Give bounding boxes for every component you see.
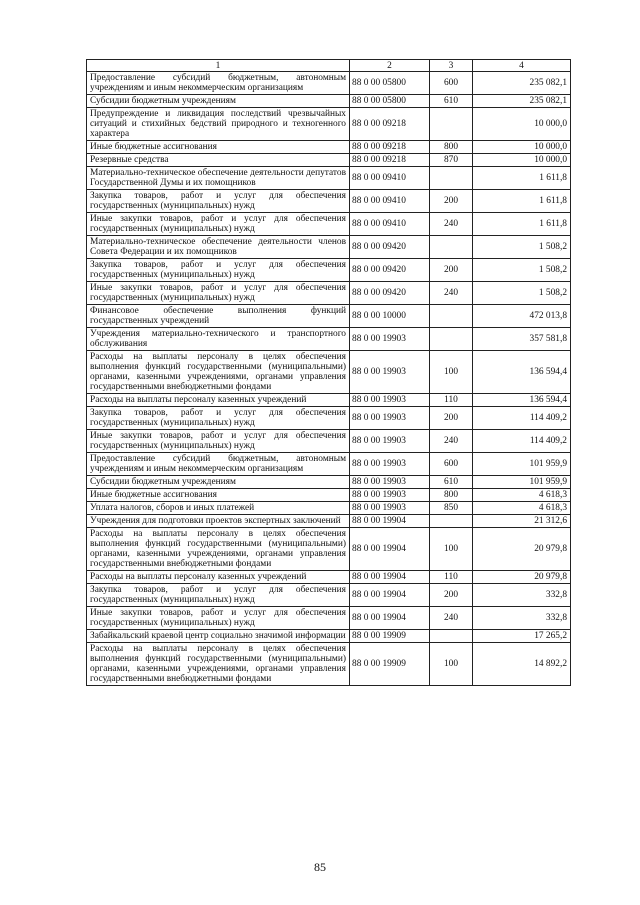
cell-code: 88 0 00 19903 <box>350 489 430 502</box>
cell-type: 110 <box>430 571 473 584</box>
table-row <box>87 407 571 430</box>
cell-code: 88 0 00 19904 <box>350 515 430 528</box>
cell-code: 88 0 00 19909 <box>350 630 430 643</box>
table-row <box>87 476 571 489</box>
table-row <box>87 282 571 305</box>
cell-code: 88 0 00 19903 <box>350 394 430 407</box>
cell-code: 88 0 00 09420 <box>350 259 430 282</box>
page-number: 85 <box>314 860 326 874</box>
cell-name: Иные закупки товаров, работ и услуг для обеспечения государственных (муниципальных) нужд <box>87 607 350 630</box>
cell-sum: 1 508,2 <box>473 259 571 282</box>
cell-type <box>430 328 473 351</box>
cell-type: 200 <box>430 259 473 282</box>
table-row <box>87 236 571 259</box>
cell-code: 88 0 00 19904 <box>350 584 430 607</box>
table-row <box>87 328 571 351</box>
cell-code: 88 0 00 19903 <box>350 407 430 430</box>
cell-name: Материально-техническое обеспечение деятельности членов Совета Федерации и их помощников <box>87 236 350 259</box>
table-row <box>87 259 571 282</box>
cell-sum: 136 594,4 <box>473 394 571 407</box>
cell-sum: 17 265,2 <box>473 630 571 643</box>
cell-code: 88 0 00 09218 <box>350 108 430 141</box>
cell-sum: 1 611,8 <box>473 190 571 213</box>
cell-sum: 1 508,2 <box>473 236 571 259</box>
cell-name: Расходы на выплаты персоналу казенных учреждений <box>87 394 350 407</box>
cell-type: 240 <box>430 607 473 630</box>
table-row <box>87 571 571 584</box>
table-row <box>87 584 571 607</box>
cell-code: 88 0 00 09410 <box>350 213 430 236</box>
cell-name: Иные закупки товаров, работ и услуг для обеспечения государственных (муниципальных) нужд <box>87 430 350 453</box>
cell-code: 88 0 00 19903 <box>350 502 430 515</box>
cell-code: 88 0 00 10000 <box>350 305 430 328</box>
header-col-2: 2 <box>350 60 430 72</box>
cell-sum: 1 611,8 <box>473 167 571 190</box>
cell-name: Предупреждение и ликвидация последствий чрезвычайных ситуаций и стихийных бедствий природного и техногенного характера <box>87 108 350 141</box>
cell-sum: 1 508,2 <box>473 282 571 305</box>
cell-type: 800 <box>430 489 473 502</box>
cell-code: 88 0 00 19904 <box>350 528 430 571</box>
table-row <box>87 643 571 686</box>
cell-name: Расходы на выплаты персоналу в целях обеспечения выполнения функций государственными (муниципальными) органами, казенными учреждениями, органами управления государственными внебюджетными фондами <box>87 643 350 686</box>
cell-code: 88 0 00 19903 <box>350 328 430 351</box>
table-row <box>87 528 571 571</box>
table-row <box>87 213 571 236</box>
cell-type: 870 <box>430 154 473 167</box>
cell-sum: 235 082,1 <box>473 95 571 108</box>
table-row <box>87 95 571 108</box>
cell-sum: 332,8 <box>473 584 571 607</box>
table-row <box>87 72 571 95</box>
cell-name: Иные бюджетные ассигнования <box>87 489 350 502</box>
cell-name: Субсидии бюджетным учреждениям <box>87 476 350 489</box>
cell-sum: 20 979,8 <box>473 571 571 584</box>
header-col-1: 1 <box>87 60 350 72</box>
table-row <box>87 453 571 476</box>
table-row <box>87 305 571 328</box>
cell-sum: 357 581,8 <box>473 328 571 351</box>
cell-type: 800 <box>430 141 473 154</box>
cell-code: 88 0 00 09410 <box>350 190 430 213</box>
cell-name: Уплата налогов, сборов и иных платежей <box>87 502 350 515</box>
cell-type <box>430 236 473 259</box>
cell-code: 88 0 00 09420 <box>350 236 430 259</box>
cell-name: Расходы на выплаты персоналу казенных учреждений <box>87 571 350 584</box>
cell-sum: 4 618,3 <box>473 489 571 502</box>
cell-name: Закупка товаров, работ и услуг для обеспечения государственных (муниципальных) нужд <box>87 190 350 213</box>
cell-sum: 1 611,8 <box>473 213 571 236</box>
cell-code: 88 0 00 19903 <box>350 430 430 453</box>
cell-type: 200 <box>430 190 473 213</box>
cell-type: 240 <box>430 213 473 236</box>
cell-type <box>430 305 473 328</box>
table-row <box>87 351 571 394</box>
cell-name: Субсидии бюджетным учреждениям <box>87 95 350 108</box>
cell-name: Резервные средства <box>87 154 350 167</box>
header-col-4: 4 <box>473 60 571 72</box>
cell-type: 200 <box>430 407 473 430</box>
cell-sum: 101 959,9 <box>473 476 571 489</box>
cell-sum: 10 000,0 <box>473 108 571 141</box>
cell-sum: 10 000,0 <box>473 154 571 167</box>
table-row <box>87 607 571 630</box>
cell-sum: 472 013,8 <box>473 305 571 328</box>
cell-type: 110 <box>430 394 473 407</box>
table-row <box>87 515 571 528</box>
cell-type: 240 <box>430 282 473 305</box>
cell-type: 100 <box>430 528 473 571</box>
header-row <box>87 60 571 72</box>
cell-name: Закупка товаров, работ и услуг для обеспечения государственных (муниципальных) нужд <box>87 259 350 282</box>
cell-type <box>430 108 473 141</box>
cell-sum: 14 892,2 <box>473 643 571 686</box>
cell-sum: 235 082,1 <box>473 72 571 95</box>
table-row <box>87 489 571 502</box>
cell-sum: 101 959,9 <box>473 453 571 476</box>
cell-sum: 10 000,0 <box>473 141 571 154</box>
cell-name: Расходы на выплаты персоналу в целях обеспечения выполнения функций государственными (муниципальными) органами, казенными учреждениями, органами управления государственными внебюджетными фондами <box>87 528 350 571</box>
cell-name: Финансовое обеспечение выполнения функций государственных учреждений <box>87 305 350 328</box>
cell-name: Предоставление субсидий бюджетным, автономным учреждениям и иным некоммерческим организациям <box>87 453 350 476</box>
cell-code: 88 0 00 09218 <box>350 141 430 154</box>
cell-type: 610 <box>430 95 473 108</box>
cell-sum: 21 312,6 <box>473 515 571 528</box>
table-row <box>87 141 571 154</box>
cell-name: Иные бюджетные ассигнования <box>87 141 350 154</box>
cell-type: 850 <box>430 502 473 515</box>
cell-code: 88 0 00 09218 <box>350 154 430 167</box>
cell-code: 88 0 00 05800 <box>350 72 430 95</box>
cell-code: 88 0 00 05800 <box>350 95 430 108</box>
cell-name: Забайкальский краевой центр социально значимой информации <box>87 630 350 643</box>
cell-code: 88 0 00 19903 <box>350 453 430 476</box>
cell-type: 610 <box>430 476 473 489</box>
table-row <box>87 167 571 190</box>
table-row <box>87 190 571 213</box>
table-row <box>87 630 571 643</box>
table-row <box>87 502 571 515</box>
cell-type: 600 <box>430 453 473 476</box>
cell-sum: 136 594,4 <box>473 351 571 394</box>
cell-code: 88 0 00 09410 <box>350 167 430 190</box>
cell-type <box>430 515 473 528</box>
cell-code: 88 0 00 19909 <box>350 643 430 686</box>
cell-code: 88 0 00 19903 <box>350 351 430 394</box>
cell-name: Расходы на выплаты персоналу в целях обеспечения выполнения функций государственными (муниципальными) органами, казенными учреждениями, органами управления государственными внебюджетными фондами <box>87 351 350 394</box>
cell-name: Учреждения для подготовки проектов экспертных заключений <box>87 515 350 528</box>
cell-type <box>430 167 473 190</box>
table-row <box>87 394 571 407</box>
table-row <box>87 154 571 167</box>
cell-name: Предоставление субсидий бюджетным, автономным учреждениям и иным некоммерческим организациям <box>87 72 350 95</box>
cell-type: 600 <box>430 72 473 95</box>
cell-sum: 4 618,3 <box>473 502 571 515</box>
cell-type: 100 <box>430 351 473 394</box>
header-col-3: 3 <box>430 60 473 72</box>
cell-code: 88 0 00 19904 <box>350 607 430 630</box>
cell-name: Закупка товаров, работ и услуг для обеспечения государственных (муниципальных) нужд <box>87 584 350 607</box>
cell-name: Материально-техническое обеспечение деятельности депутатов Государственной Думы и их помощников <box>87 167 350 190</box>
cell-sum: 20 979,8 <box>473 528 571 571</box>
cell-sum: 114 409,2 <box>473 407 571 430</box>
cell-code: 88 0 00 19903 <box>350 476 430 489</box>
cell-type: 200 <box>430 584 473 607</box>
cell-type: 240 <box>430 430 473 453</box>
cell-name: Учреждения материально-технического и транспортного обслуживания <box>87 328 350 351</box>
cell-type: 100 <box>430 643 473 686</box>
table-row <box>87 430 571 453</box>
cell-name: Закупка товаров, работ и услуг для обеспечения государственных (муниципальных) нужд <box>87 407 350 430</box>
cell-sum: 114 409,2 <box>473 430 571 453</box>
cell-code: 88 0 00 19904 <box>350 571 430 584</box>
cell-sum: 332,8 <box>473 607 571 630</box>
cell-code: 88 0 00 09420 <box>350 282 430 305</box>
budget-table <box>86 59 571 686</box>
cell-name: Иные закупки товаров, работ и услуг для обеспечения государственных (муниципальных) нужд <box>87 282 350 305</box>
table-row <box>87 108 571 141</box>
table-body <box>87 72 571 686</box>
cell-type <box>430 630 473 643</box>
cell-name: Иные закупки товаров, работ и услуг для обеспечения государственных (муниципальных) нужд <box>87 213 350 236</box>
